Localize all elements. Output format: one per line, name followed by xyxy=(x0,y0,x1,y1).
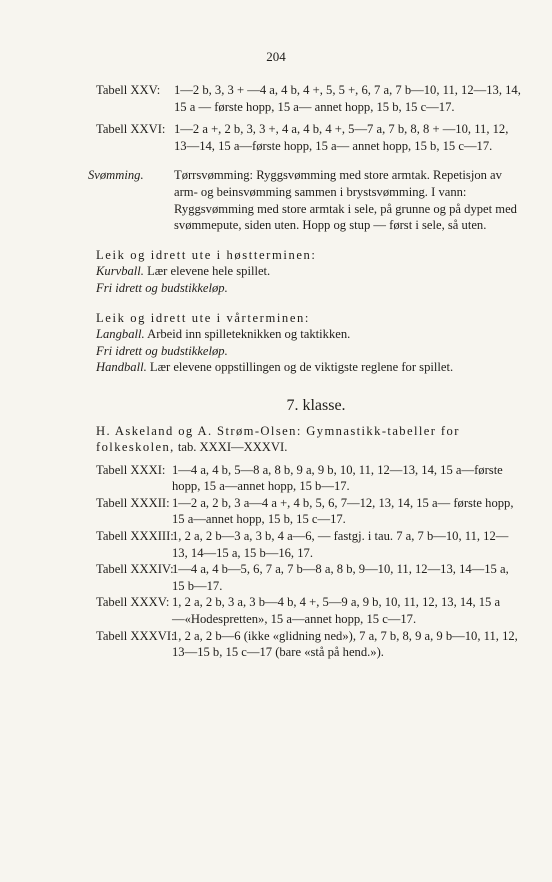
table-label: Tabell XXXII: xyxy=(96,495,170,510)
table-text: 1, 2 a, 2 b—3 a, 3 b, 4 a—6, — fastgj. i tau. 7 a, 7 b—10, 11, 12—13, 14—15 a, 15 b—16, 17. xyxy=(172,529,509,560)
table-label: Tabell XXXVI: xyxy=(96,628,175,643)
svomming-label: Svømming. xyxy=(88,168,144,183)
table-entry xyxy=(96,628,524,661)
reference-heading: H. Askeland og A. Strøm-Olsen: Gymnastikk-tabeller for folkeskolen, xyxy=(96,423,460,455)
table-text: 1—4 a, 4 b, 5—8 a, 8 b, 9 a, 9 b, 10, 11, 12—13, 14, 15 a—første hopp, 15 a—annet hopp, 15 b—17. xyxy=(172,462,503,494)
table-text: 1—2 b, 3, 3 + —4 a, 4 b, 4 +, 5, 5 +, 6, 7 a, 7 b—10, 11, 12—13, 14, 15 a — første hopp, 15 a— annet hopp, 15 b, 15 c—17. xyxy=(174,83,521,114)
sport-text: Lær elevene hele spillet. xyxy=(143,264,271,279)
chapter-title: 7. klasse. xyxy=(286,396,346,414)
list-item xyxy=(96,280,524,297)
reference-tail: tab. XXXI—XXXVI. xyxy=(174,440,288,455)
table-label: Tabell XXXIII: xyxy=(96,529,174,544)
table-entry xyxy=(96,495,524,528)
table-text: 1—2 a, 2 b, 3 a—4 a +, 4 b, 5, 6, 7—12, 13, 14, 15 a— første hopp, 15 a—annet hopp, 15 b, 15 c—17. xyxy=(172,495,514,527)
sport-text: Lær elevene oppstillingen og de viktigste reglene for spillet. xyxy=(146,360,454,375)
page-number: 204 xyxy=(266,49,286,64)
sport-text: Arbeid inn spilleteknikken og taktikken. xyxy=(144,327,351,342)
list-item xyxy=(96,326,524,343)
table-label: Tabell XXXV: xyxy=(96,595,170,610)
svomming-text: Tørrsvømming: Ryggsvømming med store armtak. Repetisjon av arm- og beinsvømming sammen i brystsvømming. I vann: Ryggsvømming med store armtak i sele, på grunne og på dypet med svømmepute, siden uten. Hopp og stup — først i sele, så uten. xyxy=(174,168,517,233)
autumn-heading: Leik og idrett ute i høstterminen: xyxy=(96,247,317,262)
table-label: Tabell XXV: xyxy=(96,83,161,97)
table-label: Tabell XXVI: xyxy=(96,122,166,137)
svomming-section xyxy=(88,167,524,233)
sport-name: Fri idrett og budstikkeløp. xyxy=(96,343,228,358)
sport-name: Fri idrett og budstikkeløp. xyxy=(96,280,228,295)
table-entry xyxy=(96,121,524,154)
reference xyxy=(96,423,524,456)
table-label: Tabell XXXIV: xyxy=(96,562,174,577)
table-text: 1, 2 a, 2 b, 3 a, 3 b—4 b, 4 +, 5—9 a, 9 b, 10, 11, 12, 13, 14, 15 a—«Hodespretten», 15 a—annet hopp, 15 c—17. xyxy=(172,595,501,627)
table-label: Tabell XXXI: xyxy=(96,462,166,477)
sport-name: Langball. xyxy=(96,327,145,342)
table-text: 1—4 a, 4 b—5, 6, 7 a, 7 b—8 a, 8 b, 9—10, 11, 12—13, 14—15 a, 15 b—17. xyxy=(172,562,509,593)
table-entry xyxy=(96,462,524,495)
sport-name: Handball. xyxy=(96,360,147,375)
table-text: 1—2 a +, 2 b, 3, 3 +, 4 a, 4 b, 4 +, 5—7 a, 7 b, 8, 8 + —10, 11, 12, 13—14, 15 a—første hopp, 15 a— annet hopp, 15 b, 15 c—17. xyxy=(174,122,509,153)
spring-heading: Leik og idrett ute i vårterminen: xyxy=(96,310,311,325)
table-text: 1, 2 a, 2 b—6 (ikke «glidning ned»), 7 a, 7 b, 8, 9 a, 9 b—10, 11, 12, 13—15 b, 15 c—17 (bare «stå på hend.»). xyxy=(172,628,518,660)
sport-name: Kurvball. xyxy=(96,264,144,279)
list-item xyxy=(96,359,524,376)
table-entry xyxy=(96,594,524,627)
page-content xyxy=(88,82,524,661)
list-item xyxy=(96,343,524,360)
table-entry xyxy=(96,528,524,561)
table-entry xyxy=(96,561,524,594)
table-entry xyxy=(96,82,524,115)
list-item xyxy=(96,263,524,280)
